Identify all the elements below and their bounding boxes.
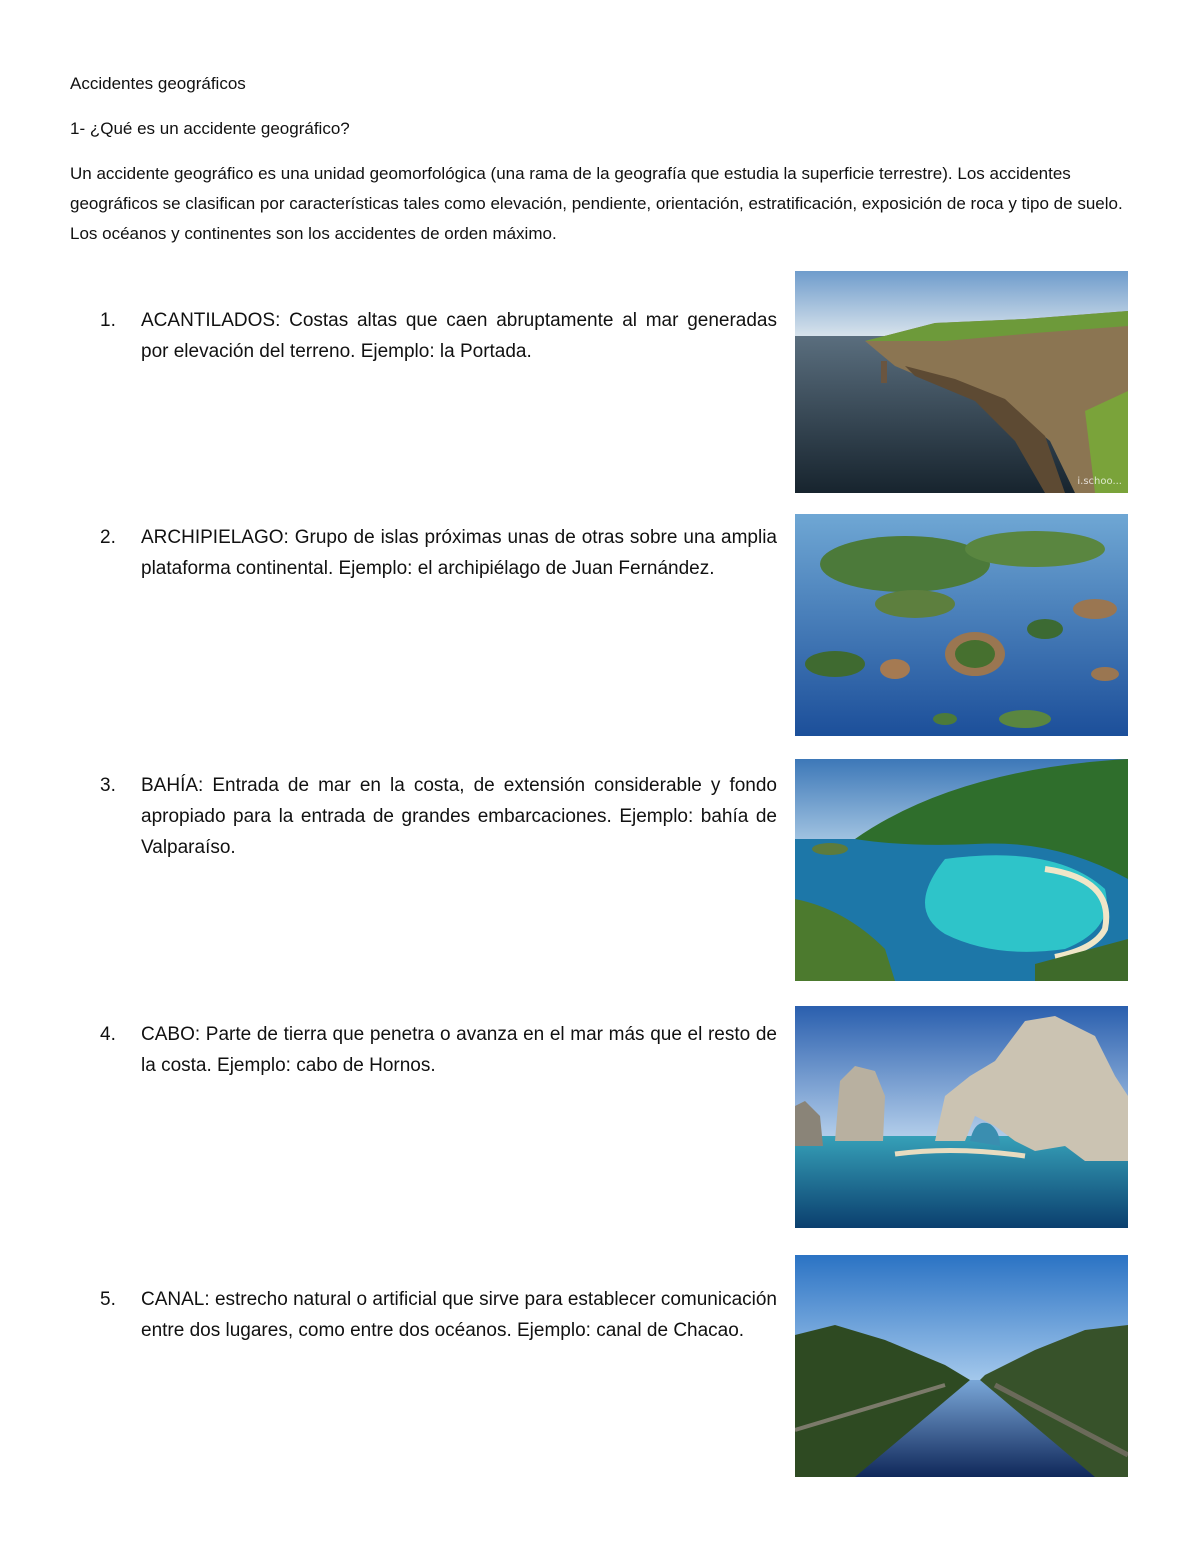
cliff-photo [795,271,1128,493]
list-item-text: ACANTILADOS: Costas altas que caen abruptamente al mar generadas por elevación del terreno. Ejemplo: la Portada. [141,310,777,362]
list-item-canal [100,1284,777,1346]
bay-photo [795,759,1128,981]
canal-photo [795,1255,1128,1477]
list-number: 2. [100,527,116,548]
photo-watermark: i.schoo... [1077,476,1122,487]
question-heading: 1- ¿Qué es un accidente geográfico? [70,119,350,138]
list-item-text: BAHÍA: Entrada de mar en la costa, de extensión considerable y fondo apropiado para la entrada de grandes embarcaciones. Ejemplo: bahía de Valparaíso. [141,775,777,858]
list-item-archipielago [100,522,777,584]
archipelago-photo [795,514,1128,736]
document-title: Accidentes geográficos [70,74,246,93]
list-number: 1. [100,310,116,331]
list-item-bahia [100,770,777,863]
cape-photo [795,1006,1128,1228]
list-item-text: CABO: Parte de tierra que penetra o avanza en el mar más que el resto de la costa. Ejemplo: cabo de Hornos. [141,1024,777,1076]
list-number: 3. [100,775,116,796]
list-item-acantilados [100,305,777,367]
list-number: 5. [100,1289,116,1310]
list-item-cabo [100,1019,777,1081]
list-number: 4. [100,1024,116,1045]
intro-paragraph: Un accidente geográfico es una unidad geomorfológica (una rama de la geografía que estudia la superficie terrestre). Los accidentes geográficos se clasifican por características tales como elevación, pendiente, orientación, estratificación, exposición de roca y tipo de suelo. Los océanos y continentes son los accidentes de orden máximo. [70,164,1123,243]
list-item-text: ARCHIPIELAGO: Grupo de islas próximas unas de otras sobre una amplia plataforma continental. Ejemplo: el archipiélago de Juan Fernández. [141,527,777,579]
list-item-text: CANAL: estrecho natural o artificial que sirve para establecer comunicación entre dos lugares, como entre dos océanos. Ejemplo: canal de Chacao. [141,1289,777,1341]
